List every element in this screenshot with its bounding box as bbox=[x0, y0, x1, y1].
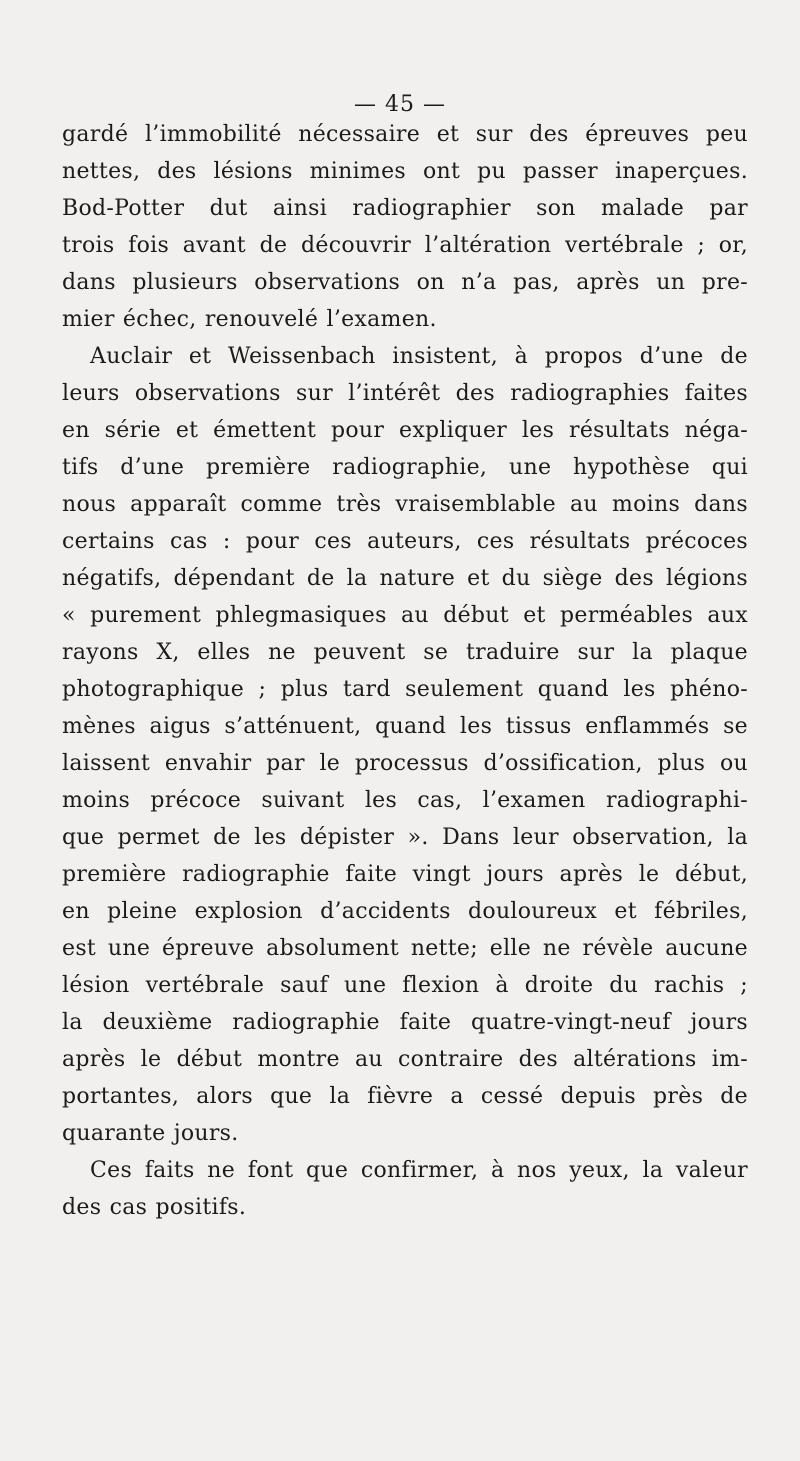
text-line: nous apparaît comme très vraisemblable au moins dans bbox=[62, 492, 748, 517]
body-text bbox=[62, 116, 748, 1226]
text-line: nettes, des lésions minimes ont pu passer inaperçues. bbox=[62, 159, 748, 184]
text-line: la deuxième radiographie faite quatre-vingt-neuf jours bbox=[62, 1010, 748, 1035]
text-line: moins précoce suivant les cas, l’examen radiographi- bbox=[62, 788, 748, 813]
text-line: leurs observations sur l’intérêt des radiographies faites bbox=[62, 381, 748, 406]
text-line: est une épreuve absolument nette; elle ne révèle aucune bbox=[62, 936, 748, 961]
text-line: négatifs, dépendant de la nature et du siège des légions bbox=[62, 566, 748, 591]
text-line: en série et émettent pour expliquer les résultats néga- bbox=[62, 418, 748, 443]
text-line: « purement phlegmasiques au début et perméables aux bbox=[62, 603, 748, 628]
text-line: trois fois avant de découvrir l’altération vertébrale ; or, bbox=[62, 233, 748, 258]
paragraph bbox=[62, 116, 748, 338]
text-line: Auclair et Weissenbach insistent, à propos d’une de bbox=[90, 344, 748, 369]
text-line: après le début montre au contraire des altérations im- bbox=[62, 1047, 748, 1072]
text-line: lésion vertébrale sauf une flexion à droite du rachis ; bbox=[62, 973, 748, 998]
text-line: en pleine explosion d’accidents douloureux et fébriles, bbox=[62, 899, 748, 924]
text-line: quarante jours. bbox=[62, 1121, 239, 1146]
text-line: première radiographie faite vingt jours après le début, bbox=[62, 862, 748, 887]
text-line: photographique ; plus tard seulement quand les phéno- bbox=[62, 677, 748, 702]
text-line: mènes aigus s’atténuent, quand les tissus enflammés se bbox=[62, 714, 748, 739]
text-line: certains cas : pour ces auteurs, ces résultats précoces bbox=[62, 529, 748, 554]
text-line: rayons X, elles ne peuvent se traduire sur la plaque bbox=[62, 640, 748, 665]
text-line: laissent envahir par le processus d’ossification, plus ou bbox=[62, 751, 748, 776]
text-line: tifs d’une première radiographie, une hypothèse qui bbox=[62, 455, 748, 480]
paragraph bbox=[62, 1152, 748, 1226]
paragraph bbox=[62, 338, 748, 1152]
text-line: des cas positifs. bbox=[62, 1195, 247, 1220]
text-line: dans plusieurs observations on n’a pas, après un pre- bbox=[62, 270, 748, 295]
text-line: gardé l’immobilité nécessaire et sur des épreuves peu bbox=[62, 122, 748, 147]
page-number: — 45 — bbox=[354, 92, 446, 117]
text-line: mier échec, renouvelé l’examen. bbox=[62, 307, 437, 332]
text-line: portantes, alors que la fièvre a cessé depuis près de bbox=[62, 1084, 748, 1109]
text-line: Ces faits ne font que confirmer, à nos yeux, la valeur bbox=[90, 1158, 748, 1183]
text-line: que permet de les dépister ». Dans leur observation, la bbox=[62, 825, 748, 850]
text-line: Bod-Potter dut ainsi radiographier son malade par bbox=[62, 196, 748, 221]
